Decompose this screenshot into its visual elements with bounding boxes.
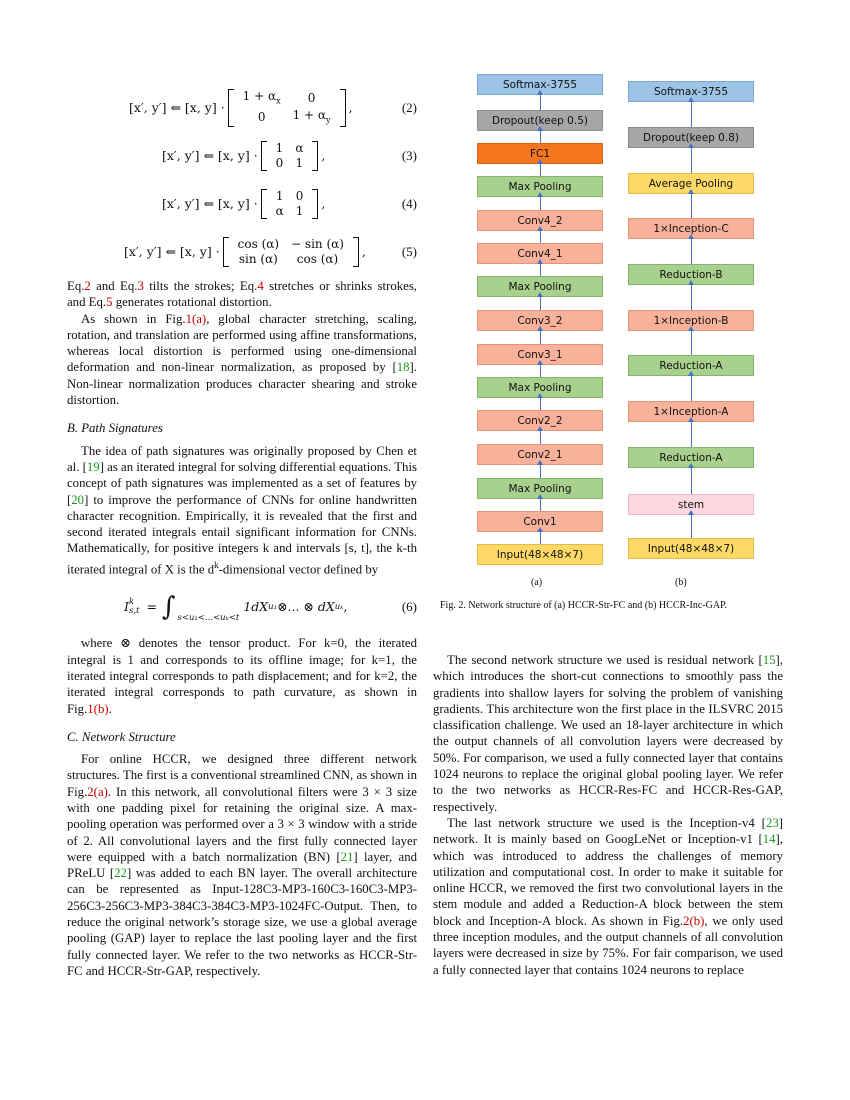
eq2-number: (2) xyxy=(401,99,417,115)
net-a-layer-2: Dropout(keep 0.5) xyxy=(477,110,603,131)
net-a-arrow-14 xyxy=(540,532,541,544)
equation-4: [x′, y′] ⇐ [x, y] · 1 0 α 1 , (4) xyxy=(67,184,417,224)
net-a-arrow-9 xyxy=(540,365,541,377)
net-a-arrow-5 xyxy=(540,231,541,243)
cite-18[interactable]: 18 xyxy=(396,360,410,375)
net-b-layer-4: 1×Inception-C xyxy=(628,218,754,239)
cite-19[interactable]: 19 xyxy=(86,459,100,474)
eq4-lhs: [x′, y′] ⇐ [x, y] · xyxy=(162,195,258,211)
net-b-layer-8: 1×Inception-A xyxy=(628,401,754,422)
eq4-matrix: 1 0 α 1 xyxy=(261,189,319,219)
ref-fig2a[interactable]: 2(a) xyxy=(87,784,108,799)
cite-15[interactable]: 15 xyxy=(762,653,776,667)
net-a-layer-3: FC1 xyxy=(477,143,603,164)
eq5-lhs: [x′, y′] ⇐ [x, y] · xyxy=(124,243,220,259)
net-a-layer-4: Max Pooling xyxy=(477,176,603,197)
eq2-matrix: $1 + \alpha_x$ 0 0 $1 + \alpha_y$ xyxy=(228,89,346,128)
eq3-lhs: [x′, y′] ⇐ [x, y] · xyxy=(162,147,258,163)
ref-fig2b[interactable]: 2(b) xyxy=(683,913,705,928)
net-b-arrow-10 xyxy=(691,515,692,538)
eq4-number: (4) xyxy=(401,195,417,211)
net-b-arrow-3 xyxy=(691,194,692,218)
net-b-layer-6: 1×Inception-B xyxy=(628,310,754,331)
cite-20[interactable]: 20 xyxy=(71,492,85,507)
heading-network-structure: C. Network Structure xyxy=(67,729,176,744)
net-b-layer-10: stem xyxy=(628,494,754,515)
net-a-arrow-3 xyxy=(540,164,541,176)
net-a-layer-13: Max Pooling xyxy=(477,478,603,499)
eq3-number: (3) xyxy=(401,147,417,163)
net-b-arrow-7 xyxy=(691,376,692,401)
ref-eq4[interactable]: 4 xyxy=(257,279,264,293)
net-a-arrow-10 xyxy=(540,398,541,410)
net-a-layer-6: Conv4_1 xyxy=(477,243,603,264)
ref-eq2[interactable]: 2 xyxy=(84,279,91,293)
net-a-layer-5: Conv4_2 xyxy=(477,210,603,231)
net-b-layer-7: Reduction-A xyxy=(628,355,754,376)
paragraph-network-structure: For online HCCR, we designed three different network structures. The first is a conventional streamlined CNN, as shown in Fig.2(a). In this network, all convolutional filters were 3 × 3 size with one padding pixel for retaining the original size. A max-pooling operation was performed over a 3 × 3 window with a stride of 2. All convolutional layers and the first fully connected layer were equipped with a batch normalization (BN) [21] layer, and PReLU [22] was added to each BN layer. The overall architecture can be represented as Input-128C3-MP3-160C3-160C3-MP3-256C3-256C3-MP3-384C3-384C3-MP3-1024FC-Output. Then, to reduce the original network’s storage size, we use a global average pooling (GAP) layer to replace the last pooling layer and the first fully connected layer. We refer to the two networks as HCCR-Str-FC and HCCR-Str-GAP, respectively. xyxy=(67,752,417,978)
net-a-layer-7: Max Pooling xyxy=(477,276,603,297)
right-column xyxy=(433,652,783,978)
net-b-arrow-5 xyxy=(691,285,692,310)
net-b-arrow-9 xyxy=(691,468,692,494)
ref-eq3[interactable]: 3 xyxy=(137,279,144,293)
integral-sign: ∫ xyxy=(161,592,176,623)
paragraph-path-signatures: The idea of path signatures was originally proposed by Chen et al. [19] as an iterated integral for solving differential equations. This concept of path signatures was implemented as a set of features by [20] to improve the performance of CNNs for online handwritten character recognition. Empirically, it is revealed that the first and second iterated integrals entail significant information for CNNs. Mathematically, for positive integers k and intervals [s, t], the k-th iterated integral of X is the $d^k$-dimensional vector defined by xyxy=(67,443,417,577)
net-b-layer-9: Reduction-A xyxy=(628,447,754,468)
net-a-layer-15: Input(48×48×7) xyxy=(477,544,603,565)
net-a-layer-10: Max Pooling xyxy=(477,377,603,398)
net-b-arrow-2 xyxy=(691,148,692,173)
paragraph-inception: The last network structure we used is the Inception-v4 [23] network. It is mainly based on GoogLeNet or Inception-v1 [14], which was introduced to address the challenges of memory utilization and computational cost. In order to make it suitable for online HCCR, we removed the first two convolutional layers in the stem module and added a Reduction-A block between the stem block and Inception-A block. As shown in Fig.2(b), we only used three inception modules, and the output channels of all convolution layers were decreased in size by 75%. For fair comparison, we used a fully connected layer that contains 1024 neurons to replace xyxy=(433,815,783,977)
paragraph-distortion-summary: Eq.2 and Eq.3 tilts the strokes; Eq.4 stretches or shrinks strokes, and Eq.5 generates rotational distortion. xyxy=(67,279,418,310)
ref-fig1b[interactable]: 1(b) xyxy=(87,701,109,716)
figure-caption: Fig. 2. Network structure of (a) HCCR-Str-FC and (b) HCCR-Inc-GAP. xyxy=(440,600,727,611)
paragraph-tensor: where ⊗ denotes the tensor product. For k=0, the iterated integral is 1 and corresponds to its offline image; for k=1, the iterated integral corresponds to path displacement; and for k=2, the iterated integral corresponds to path curvature, as shown in Fig.1(b). xyxy=(67,636,417,716)
cite-22[interactable]: 22 xyxy=(114,866,127,881)
equation-5: [x′, y′] ⇐ [x, y] · cos (α) − sin (α) sin (α) cos (α) , (5) xyxy=(67,232,417,272)
cite-14[interactable]: 14 xyxy=(762,832,776,847)
net-b-arrow-6 xyxy=(691,331,692,355)
subfigure-label-a: (a) xyxy=(531,577,543,588)
net-a-arrow-7 xyxy=(540,297,541,310)
net-b-arrow-4 xyxy=(691,239,692,264)
net-a-arrow-11 xyxy=(540,431,541,444)
net-b-arrow-1 xyxy=(691,102,692,127)
net-b-layer-3: Average Pooling xyxy=(628,173,754,194)
net-a-layer-14: Conv1 xyxy=(477,511,603,532)
net-a-arrow-8 xyxy=(540,331,541,344)
ref-eq5[interactable]: 5 xyxy=(106,295,113,310)
cite-21[interactable]: 21 xyxy=(340,849,354,864)
net-a-layer-8: Conv3_2 xyxy=(477,310,603,331)
net-a-arrow-12 xyxy=(540,465,541,478)
equation-6: I k s,t = ∫ s<u₁<...<uₖ<t 1dX u₁ ⊗... ⊗ dX uₖ , (6) xyxy=(67,583,417,631)
net-a-layer-1: Softmax-3755 xyxy=(477,74,603,95)
net-b-arrow-8 xyxy=(691,422,692,447)
eq6-number: (6) xyxy=(401,599,417,615)
eq5-number: (5) xyxy=(401,243,417,259)
net-a-arrow-2 xyxy=(540,131,541,143)
net-a-arrow-13 xyxy=(540,499,541,511)
subfigure-label-b: (b) xyxy=(675,577,687,588)
net-a-layer-11: Conv2_2 xyxy=(477,410,603,431)
heading-path-signatures: B. Path Signatures xyxy=(67,421,163,436)
equation-3: [x′, y′] ⇐ [x, y] · 1 α 0 1 , (3) xyxy=(67,136,417,176)
eq3-matrix: 1 α 0 1 xyxy=(261,141,319,171)
eq5-matrix: cos (α) − sin (α) sin (α) cos (α) xyxy=(223,237,359,267)
net-b-layer-2: Dropout(keep 0.8) xyxy=(628,127,754,148)
net-a-arrow-6 xyxy=(540,264,541,276)
eq2-lhs: [x′, y′] ⇐ [x, y] · xyxy=(129,99,225,115)
paragraph-affine: As shown in Fig.1(a), global character stretching, scaling, rotation, and translation are performed using affine transformations, whereas local distortion is performed using one-dimensional deformation and non-linear normalization, as proposed by [18]. Non-linear normalization produces character shearing and stroke distortion. xyxy=(67,311,418,408)
cite-23[interactable]: 23 xyxy=(765,815,779,830)
net-b-layer-1: Softmax-3755 xyxy=(628,81,754,102)
net-a-arrow-4 xyxy=(540,197,541,210)
net-a-arrow-1 xyxy=(540,95,541,110)
net-b-layer-5: Reduction-B xyxy=(628,264,754,285)
equation-2: [x′, y′] ⇐ [x, y] · $1 + \alpha_x$ 0 0 $1 + \alpha_y$ , (2) xyxy=(67,88,417,128)
net-b-layer-11: Input(48×48×7) xyxy=(628,538,754,559)
net-a-layer-9: Conv3_1 xyxy=(477,344,603,365)
left-column xyxy=(67,88,417,979)
ref-fig1a[interactable]: 1(a) xyxy=(185,311,207,326)
paragraph-residual: The second network structure we used is residual network [15], which introduces the short-cut connections to smoothly pass the gradients into shallow layers for solving the problem of vanishing gradients. This architecture won the first place in the ILSVRC 2015 classification challenge. We used an 18-layer architecture in which the output channels of all convolution layers were decreased by 50%. For comparison, we used a fully connected layer that contains 1024 neurons to replace the original global pooling layer. We refer to the two networks as HCCR-Res-FC and HCCR-Res-GAP, respectively. xyxy=(433,653,783,814)
net-a-layer-12: Conv2_1 xyxy=(477,444,603,465)
